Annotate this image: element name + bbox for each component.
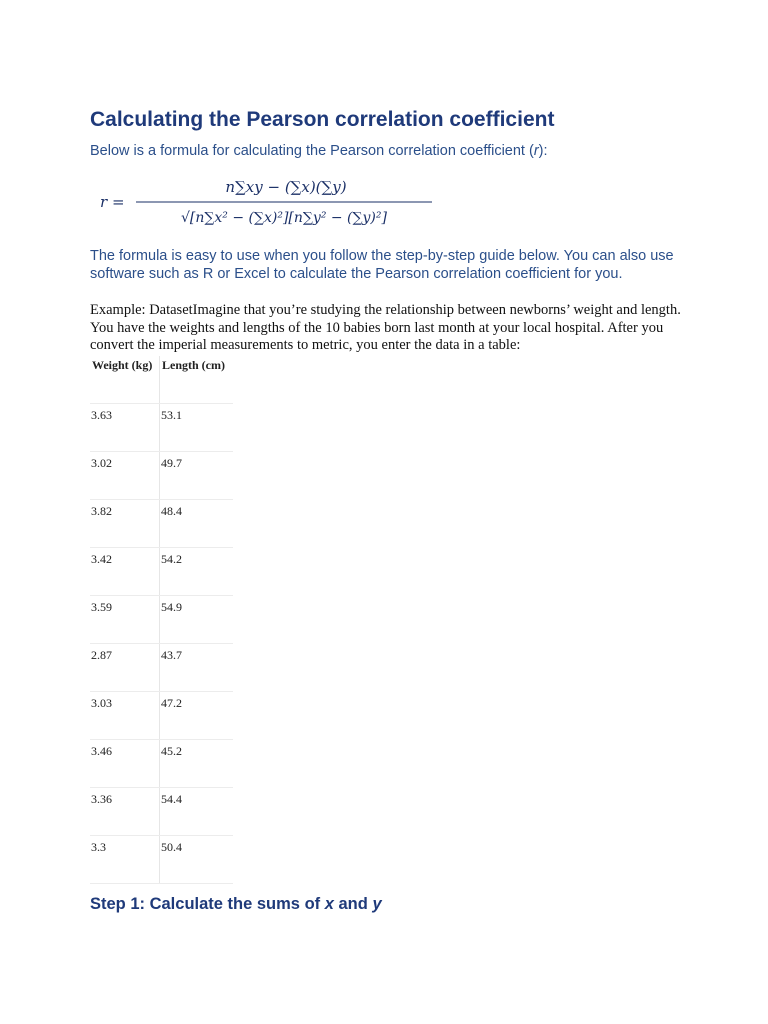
formula-denominator: √[n∑x² − (∑x)²][n∑y² − (∑y)²] — [181, 210, 387, 226]
weight-cell: 3.03 — [90, 692, 160, 740]
weight-cell: 3.82 — [90, 500, 160, 548]
length-cell: 54.2 — [160, 548, 234, 596]
column-header-length: Length (cm) — [160, 356, 234, 404]
column-header-weight: Weight (kg) — [90, 356, 160, 404]
length-cell: 48.4 — [160, 500, 234, 548]
pearson-formula — [96, 172, 436, 232]
step-1-heading — [90, 895, 382, 914]
table-row — [90, 836, 233, 884]
formula-numerator: n∑xy − (∑x)(∑y) — [225, 178, 347, 196]
table-row — [90, 644, 233, 692]
formula-lhs: r = — [100, 193, 125, 211]
table-row — [90, 596, 233, 644]
data-table — [90, 356, 233, 884]
table-row — [90, 548, 233, 596]
weight-cell: 2.87 — [90, 644, 160, 692]
length-cell: 47.2 — [160, 692, 234, 740]
weight-cell: 3.59 — [90, 596, 160, 644]
step-1-text: Step 1: Calculate the sums of — [90, 895, 325, 913]
length-cell: 45.2 — [160, 740, 234, 788]
intro-variable: r — [533, 143, 539, 159]
table-row — [90, 404, 233, 452]
weight-cell: 3.63 — [90, 404, 160, 452]
weight-cell: 3.36 — [90, 788, 160, 836]
step-1-var-y: y — [372, 895, 382, 913]
guide-paragraph: The formula is easy to use when you follow the step-by-step guide below. You can also use software such as R or Excel to calculate the Pearson correlation coefficient for you. — [90, 248, 674, 282]
intro-text — [90, 143, 548, 159]
table-row — [90, 740, 233, 788]
table-row — [90, 692, 233, 740]
table-header-row — [90, 356, 233, 404]
step-1-and: and — [333, 895, 373, 913]
length-cell: 50.4 — [160, 836, 234, 884]
length-cell: 49.7 — [160, 452, 234, 500]
table-row — [90, 788, 233, 836]
length-cell: 53.1 — [160, 404, 234, 452]
length-cell: 43.7 — [160, 644, 234, 692]
table-row — [90, 452, 233, 500]
weight-cell: 3.42 — [90, 548, 160, 596]
step-1-var-x: x — [324, 895, 334, 913]
example-paragraph: Example: DatasetImagine that you’re studying the relationship between newborns’ weight and length. You have the weights and lengths of the 10 babies born last month at your local hospital. After you convert the imperial measurements to metric, you enter the data in a table: — [90, 302, 681, 353]
intro-text-before: Below is a formula for calculating the Pearson correlation coefficient ( — [90, 143, 534, 159]
page-title: Calculating the Pearson correlation coefficient — [90, 108, 555, 131]
intro-text-after: ): — [538, 143, 548, 159]
length-cell: 54.9 — [160, 596, 234, 644]
length-cell: 54.4 — [160, 788, 234, 836]
weight-cell: 3.02 — [90, 452, 160, 500]
weight-cell: 3.3 — [90, 836, 160, 884]
table-row — [90, 500, 233, 548]
weight-cell: 3.46 — [90, 740, 160, 788]
